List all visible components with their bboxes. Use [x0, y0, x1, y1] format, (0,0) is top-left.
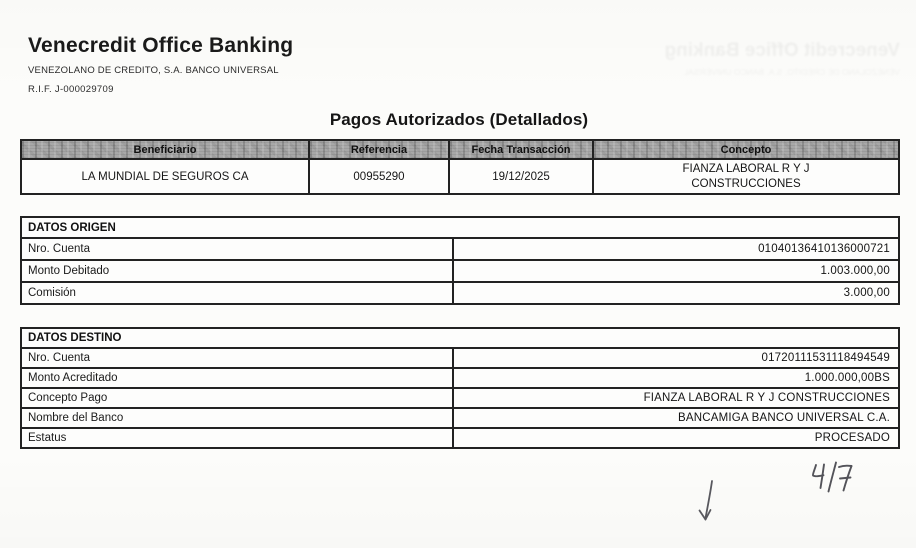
row-label: Concepto Pago: [21, 388, 453, 408]
cell-referencia: 00955290: [309, 159, 449, 194]
handwritten-page-note: [806, 460, 856, 494]
row-value: 1.003.000,00: [453, 260, 899, 282]
datos-origen-header-row: [21, 217, 899, 238]
bank-name: VENEZOLANO DE CREDITO, S.A. BANCO UNIVERSAL: [28, 65, 279, 76]
bank-rif: R.I.F. J-000029709: [28, 84, 114, 95]
payments-table: [20, 139, 900, 195]
cell-fecha-transaccion: 19/12/2025: [449, 159, 593, 194]
payment-row: [21, 159, 899, 194]
concepto-text: FIANZA LABORAL R Y J CONSTRUCCIONES: [682, 162, 810, 190]
row-value: 3.000,00: [453, 282, 899, 304]
datos-destino-header-row: [21, 328, 899, 348]
row-label: Comisión: [21, 282, 453, 304]
datos-destino-table: [20, 327, 900, 449]
table-row: [21, 238, 899, 260]
col-header-referencia: Referencia: [309, 140, 449, 159]
row-label: Monto Acreditado: [21, 368, 453, 388]
ink-bleed-ghost: [600, 40, 900, 77]
row-label: Monto Debitado: [21, 260, 453, 282]
cell-concepto: [593, 159, 899, 194]
table-row: [21, 260, 899, 282]
col-header-concepto: Concepto: [593, 140, 899, 159]
section-title-datos-destino: DATOS DESTINO: [21, 328, 899, 348]
brand-header: [28, 34, 293, 95]
handwritten-down-arrow-icon: [695, 478, 721, 528]
datos-origen-table: [20, 216, 900, 305]
table-row: [21, 348, 899, 368]
brand-title: Venecredit Office Banking: [28, 34, 294, 57]
row-label: Nro. Cuenta: [21, 238, 453, 260]
row-value: BANCAMIGA BANCO UNIVERSAL C.A.: [453, 408, 899, 428]
table-row: [21, 282, 899, 304]
row-value: 01040136410136000721: [453, 238, 899, 260]
row-label: Nombre del Banco: [21, 408, 453, 428]
row-value: 01720111531118494549: [453, 348, 899, 368]
handwritten-4-7-glyph: [806, 460, 856, 494]
ghost-bank-text: VENEZOLANO DE CREDITO, S.A. BANCO UNIVERSAL: [683, 67, 900, 77]
section-title-datos-origen: DATOS ORIGEN: [21, 217, 899, 238]
table-row: [21, 428, 899, 448]
row-label: Estatus: [21, 428, 453, 448]
row-value: FIANZA LABORAL R Y J CONSTRUCCIONES: [453, 388, 899, 408]
page-title: Pagos Autorizados (Detallados): [329, 110, 589, 129]
cell-beneficiario: LA MUNDIAL DE SEGUROS CA: [21, 159, 309, 194]
row-label: Nro. Cuenta: [21, 348, 453, 368]
payments-header-row: [21, 140, 899, 159]
row-value: PROCESADO: [453, 428, 899, 448]
table-row: [21, 388, 899, 408]
table-row: [21, 408, 899, 428]
row-value: 1.000.000,00BS: [453, 368, 899, 388]
ghost-brand-text: Venecredit Office Banking: [664, 40, 900, 61]
col-header-beneficiario: Beneficiario: [21, 140, 309, 159]
table-row: [21, 368, 899, 388]
col-header-fecha-transaccion: Fecha Transacción: [449, 140, 593, 159]
down-arrow-glyph: [695, 478, 721, 528]
